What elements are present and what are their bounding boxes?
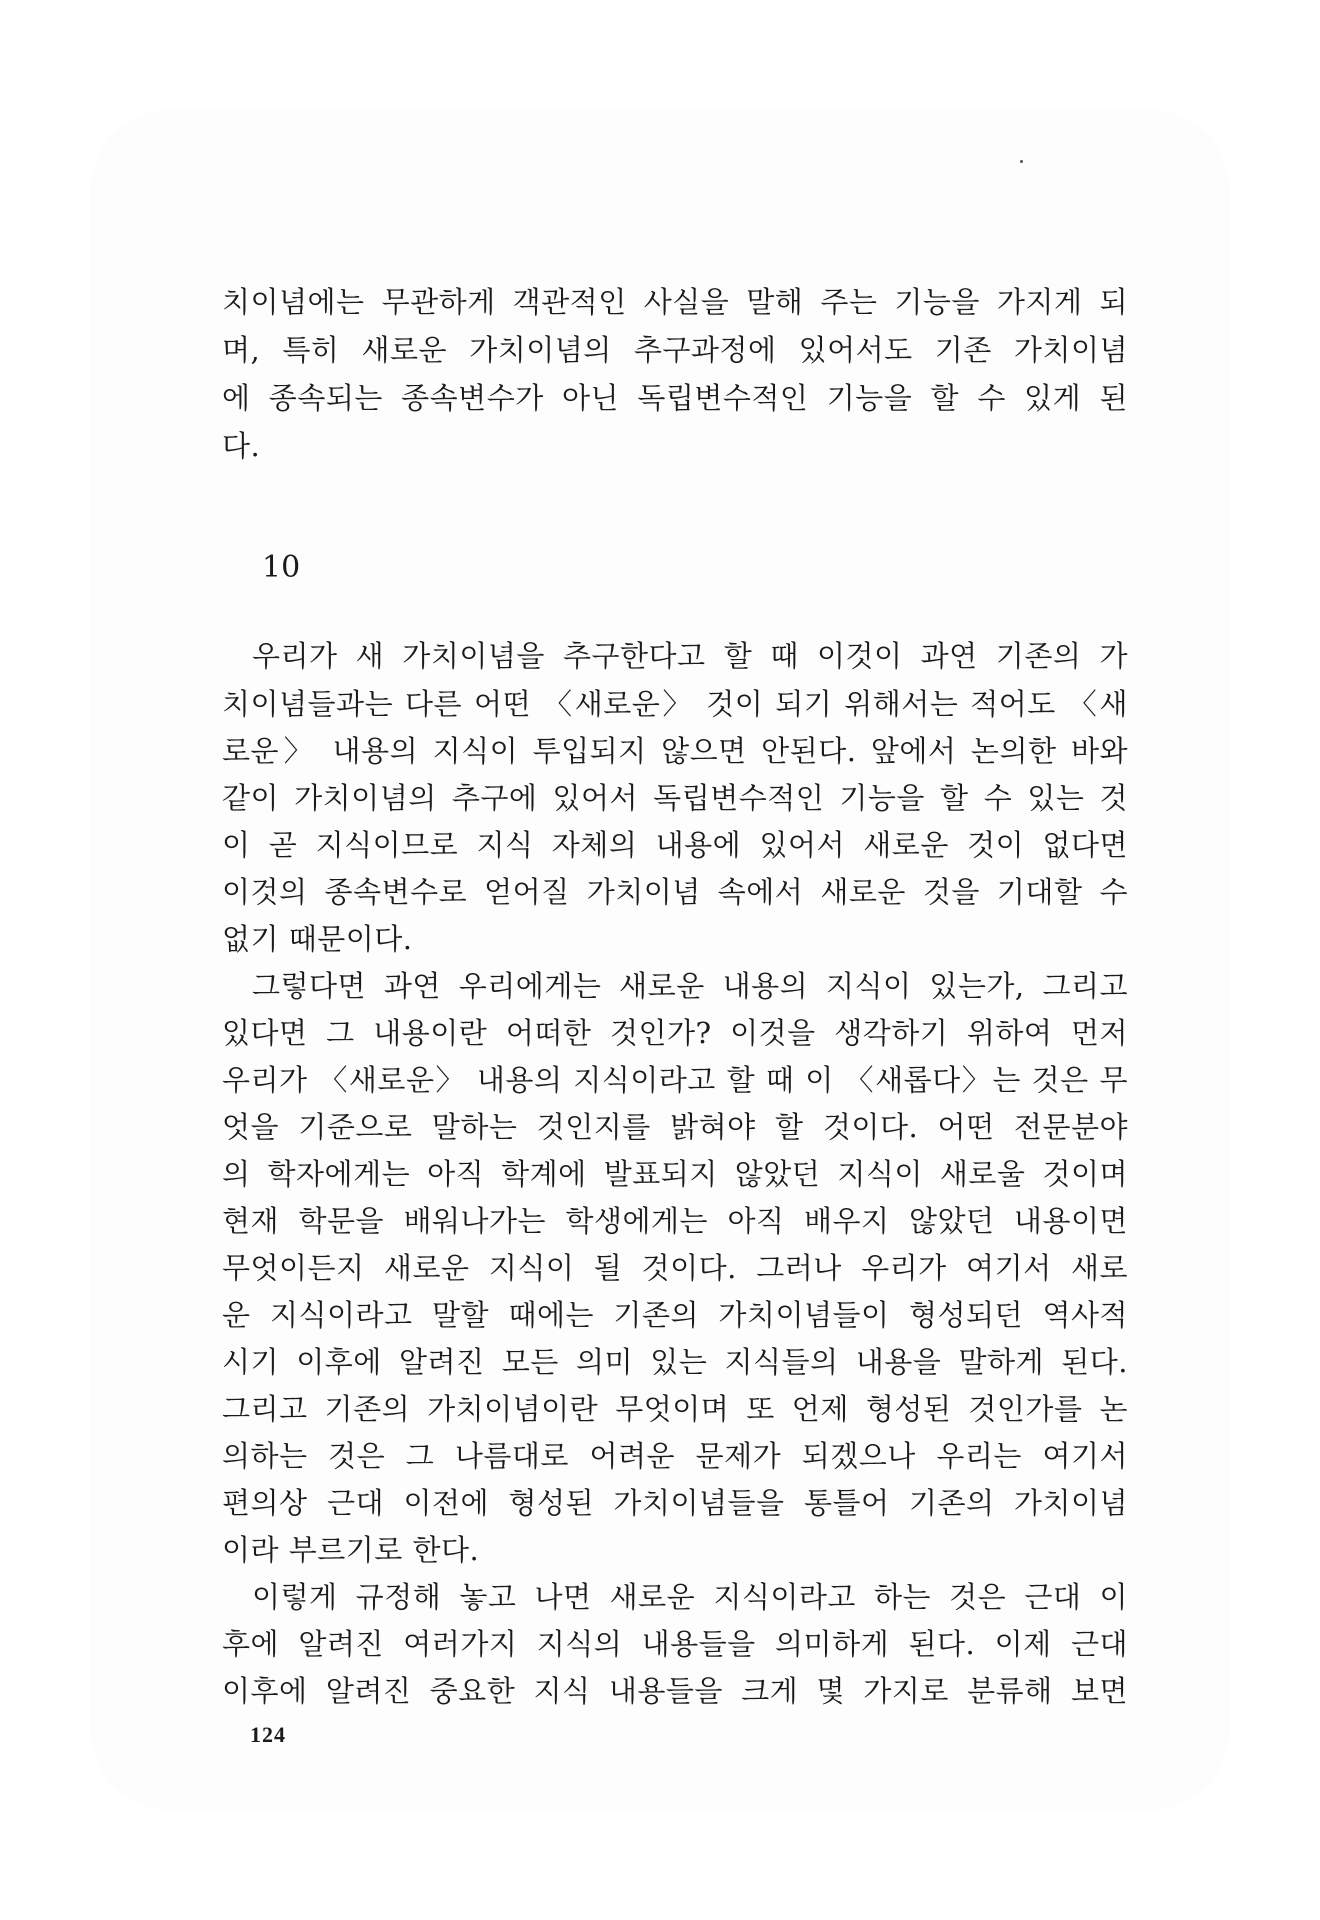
paper-speck — [1020, 160, 1023, 163]
text-line: 있다면 그 내용이란 어떠한 것인가? 이것을 생각하기 위하여 먼저 — [222, 1016, 1128, 1050]
text-line: 에 종속되는 종속변수가 아닌 독립변수적인 기능을 할 수 있게 된 — [222, 381, 1128, 415]
text-line: 그렇다면 과연 우리에게는 새로운 내용의 지식이 있는가, 그리고 — [252, 969, 1128, 1003]
text-line: 엇을 기준으로 말하는 것인지를 밝혀야 할 것이다. 어떤 전문분야 — [222, 1110, 1128, 1144]
text-line: 우리가 〈새로운〉 내용의 지식이라고 할 때 이 〈새롭다〉는 것은 무 — [222, 1063, 1128, 1097]
text-line: 이 곧 지식이므로 지식 자체의 내용에 있어서 새로운 것이 없다면 — [222, 828, 1128, 862]
section-number: 10 — [262, 550, 301, 585]
text-line: 다. — [222, 429, 261, 463]
text-line: 치이념에는 무관하게 객관적인 사실을 말해 주는 기능을 가지게 되 — [222, 285, 1128, 319]
text-line: 그리고 기존의 가치이념이란 무엇이며 또 언제 형성된 것인가를 논 — [222, 1392, 1128, 1426]
text-line: 시기 이후에 알려진 모든 의미 있는 지식들의 내용을 말하게 된다. — [222, 1345, 1128, 1379]
text-line: 편의상 근대 이전에 형성된 가치이념들을 통틀어 기존의 가치이념 — [222, 1486, 1128, 1520]
text-line: 무엇이든지 새로운 지식이 될 것이다. 그러나 우리가 여기서 새로 — [222, 1251, 1128, 1285]
text-line: 운 지식이라고 말할 때에는 기존의 가치이념들이 형성되던 역사적 — [222, 1298, 1128, 1332]
text-line: 이라 부르기로 한다. — [222, 1533, 480, 1567]
text-line: 이렇게 규정해 놓고 나면 새로운 지식이라고 하는 것은 근대 이 — [252, 1580, 1128, 1614]
text-line: 치이념들과는 다른 어떤 〈새로운〉 것이 되기 위해서는 적어도 〈새 — [222, 687, 1128, 721]
text-line: 현재 학문을 배워나가는 학생에게는 아직 배우지 않았던 내용이면 — [222, 1204, 1128, 1238]
text-line: 후에 알려진 여러가지 지식의 내용들을 의미하게 된다. 이제 근대 — [222, 1627, 1128, 1661]
text-line: 같이 가치이념의 추구에 있어서 독립변수적인 기능을 할 수 있는 것 — [222, 781, 1128, 815]
text-line: 로운〉 내용의 지식이 투입되지 않으면 안된다. 앞에서 논의한 바와 — [222, 734, 1128, 768]
text-line: 며, 특히 새로운 가치이념의 추구과정에 있어서도 기존 가치이념 — [222, 333, 1128, 367]
text-line: 의하는 것은 그 나름대로 어려운 문제가 되겠으나 우리는 여기서 — [222, 1439, 1128, 1473]
text-line: 이것의 종속변수로 얻어질 가치이념 속에서 새로운 것을 기대할 수 — [222, 875, 1128, 909]
text-line: 없기 때문이다. — [222, 922, 413, 956]
text-line: 우리가 새 가치이념을 추구한다고 할 때 이것이 과연 기존의 가 — [252, 639, 1128, 673]
page-number: 124 — [250, 1722, 286, 1747]
text-line: 의 학자에게는 아직 학계에 발표되지 않았던 지식이 새로울 것이며 — [222, 1157, 1128, 1191]
text-line: 이후에 알려진 중요한 지식 내용들을 크게 몇 가지로 분류해 보면 — [222, 1674, 1128, 1708]
